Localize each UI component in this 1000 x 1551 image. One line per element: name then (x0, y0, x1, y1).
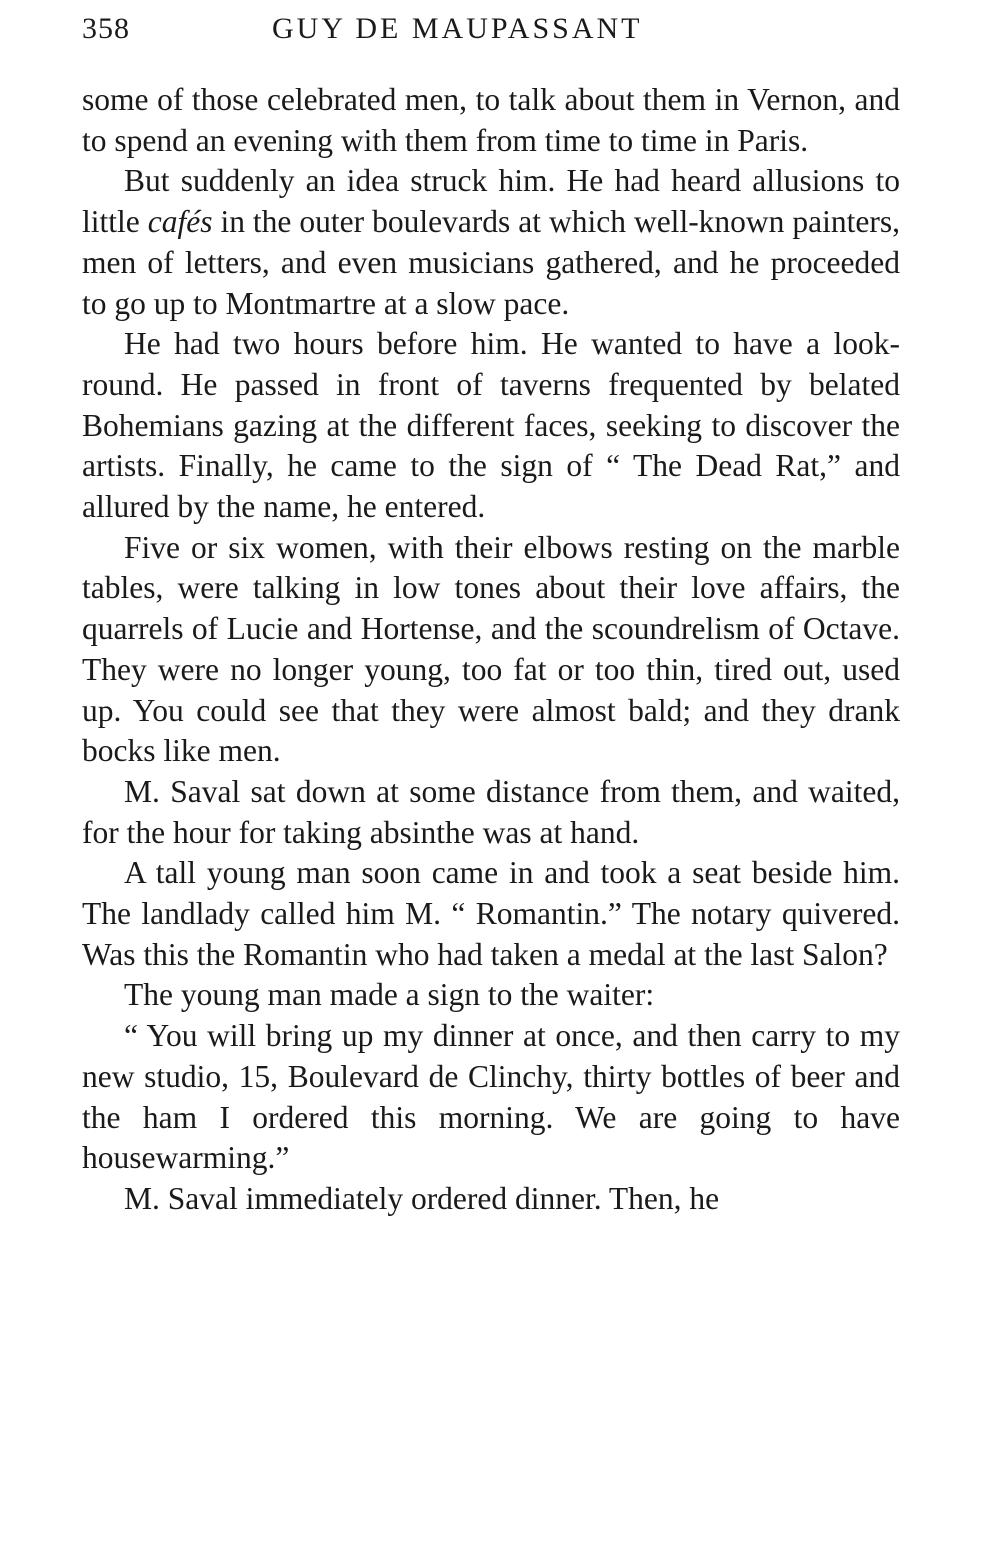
body-text (82, 80, 900, 1220)
paragraph-sign-waiter: The young man made a sign to the waiter: (124, 977, 655, 1013)
italic-word-cafes: cafés (147, 204, 213, 240)
paragraph-two-hours: He had two hours before him. He wanted to have a look-round. He passed in front of taverns frequented by belated Bohemians gazing at the different faces, seeking to discover the artists. Finally, he came to the sign of “ The Dead Rat,” and allured by the name, he entered. (82, 326, 900, 525)
paragraph-idea (82, 161, 900, 324)
paragraph-women: Five or six women, with their elbows resting on the marble tables, were talking in low tones about their love affairs, the quarrels of Lucie and Hortense, and the scoundrelism of Octave. They were no longer young, too fat or too thin, tired out, used up. You could see that they were almost bald; and they drank bocks like men. (82, 529, 900, 769)
paragraph-romantin: A tall young man soon came in and took a seat beside him. The landlady called him M. “ Romantin.” The notary quivered. Was this the Romantin who had taken a medal at the last Salon? (82, 855, 900, 972)
paragraph-saval-sat: M. Saval sat down at some distance from them, and waited, for the hour for taking absinthe was at hand. (82, 773, 900, 850)
paragraph-idea-before: But suddenly an idea struck him. He had heard allusions to little (82, 163, 900, 240)
running-title: GUY DE MAUPASSANT (272, 12, 643, 45)
paragraph-continued: some of those celebrated men, to talk about them in Vernon, and to spend an evening with them from time to time in Paris. (82, 82, 900, 158)
paragraph-idea-after: in the outer boulevards at which well-known painters, men of letters, and even musicians gathered, and he proceeded to go up to Montmartre at a slow pace. (82, 204, 900, 321)
paragraph-dialogue: “ You will bring up my dinner at once, and then carry to my new studio, 15, Boulevard de Clinchy, thirty bottles of beer and the ham I ordered this morning. We are going to have housewarming.” (82, 1018, 900, 1176)
paragraph-dinner: M. Saval immediately ordered dinner. Then, he (124, 1180, 720, 1216)
page-number: 358 (82, 12, 130, 45)
running-head (82, 8, 902, 58)
